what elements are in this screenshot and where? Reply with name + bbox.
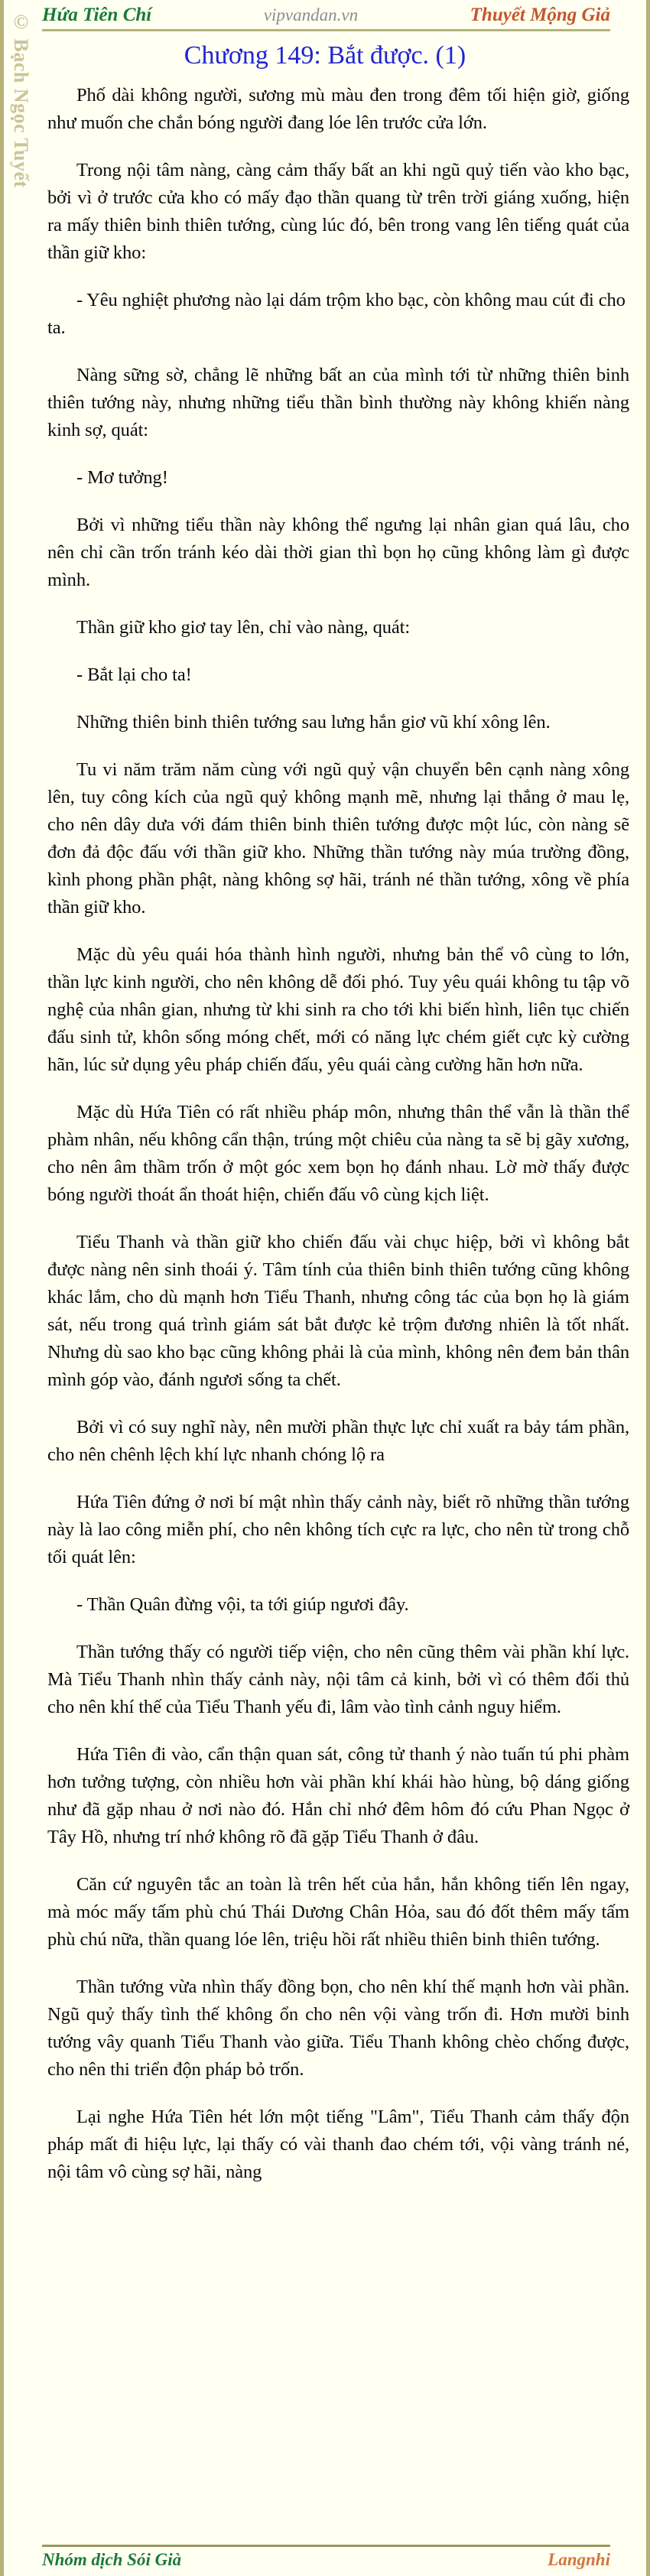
header-author-name: Thuyết Mộng Giả <box>470 5 610 25</box>
paragraph: Thần giữ kho giơ tay lên, chỉ vào nàng, quát: <box>76 617 411 638</box>
footer-translator: Langnhi <box>548 2550 610 2569</box>
paragraph: Bởi vì những tiểu thần này không thể ngưng lại nhân gian quá lâu, cho nên chỉ cần trốn tránh kéo dài thời gian thì bọn họ cũng không làm gì được mình. <box>47 515 629 591</box>
paragraph: Phố dài không người, sương mù màu đen trong đêm tối hiện giờ, giống như muốn che chắn bóng người đang lóe lên trước cửa lớn. <box>47 85 629 134</box>
paragraph: Thần tướng vừa nhìn thấy đồng bọn, cho nên khí thế mạnh hơn vài phần. Ngũ quỷ thấy tình thế không ổn cho nên vội vàng trốn đi. Hơn mười binh tướng vây quanh Tiểu Thanh vào giữa. Tiểu Thanh không chèo chống được, cho nên thi triển độn pháp bỏ trốn. <box>47 1977 629 2081</box>
paragraph: Mặc dù yêu quái hóa thành hình người, nhưng bản thể vô cùng to lớn, thần lực kinh người, cho nên không dễ đối phó. Tuy yêu quái không tu tập võ nghệ của nhân gian, nhưng từ khi sinh ra cho tới khi biến hình, liên tục chiến đấu sinh tử, khôn sống móng chết, mới có năng lực chém giết cực kỳ cường hãn, lúc sử dụng yêu pháp chiến đấu, yêu quái càng cường hãn hơn nữa. <box>47 944 629 1076</box>
paragraph: Căn cứ nguyên tắc an toàn là trên hết của hắn, hắn không tiến lên ngay, mà móc mấy tấm phù chú Thái Dương Chân Hỏa, sau đó đốt thêm mấy tấm phù chú nữa, thần quang lóe lên, triệu hồi rất nhiều thiên binh thiên tướng. <box>47 1874 629 1951</box>
paragraph: Những thiên binh thiên tướng sau lưng hắn giơ vũ khí xông lên. <box>76 712 551 733</box>
header-site-name: vipvandan.vn <box>263 5 359 24</box>
chapter-title: Chương 149: Bắt được. (1) <box>184 41 466 70</box>
page-header <box>42 0 610 31</box>
header-novel-title: Hứa Tiên Chí <box>42 5 152 25</box>
footer-translation-group: Nhóm dịch Sói Già <box>42 2550 182 2569</box>
paragraph: Tu vi năm trăm năm cùng với ngũ quỷ vận chuyển bên cạnh nàng xông lên, tuy công kích của ngũ quỷ không mạnh mẽ, nhưng lại thắng ở mau lẹ, cho nên dây dưa với đám thiên binh thiên tướng được một lúc, còn nàng sẽ đơn đả độc đấu với thần giữ kho. Những thần tướng này múa trường đồng, kình phong phần phật, nàng không sợ hãi, tránh né thần tướng, xông về phía thần giữ kho. <box>47 759 629 918</box>
paragraph: - Mơ tưởng! <box>76 467 168 489</box>
copyright-watermark: © Bạch Ngọc Tuyết <box>10 11 32 188</box>
paragraph: Bởi vì có suy nghĩ này, nên mười phần thực lực chỉ xuất ra bảy tám phần, cho nên chênh lệch khí lực nhanh chóng lộ ra <box>47 1417 629 1466</box>
paragraph: Tiểu Thanh và thần giữ kho chiến đấu vài chục hiệp, bởi vì không bắt được nàng nên sinh thoái ý. Tâm tính của thiên binh thiên tướng cũng không khác lắm, cho dù mạnh hơn Tiểu Thanh, nhưng công tác của bọn họ là giám sát, nếu trong quá trình giám sát bắt được kẻ trộm đương nhiên là tốt nhất. Nhưng dù sao kho bạc cũng không phải là của mình, không nên đem bản thân mình góp vào, đánh ngươi sống ta chết. <box>47 1232 629 1391</box>
paragraph: Thần tướng thấy có người tiếp viện, cho nên cũng thêm vài phần khí lực. Mà Tiểu Thanh nhìn thấy cảnh này, nội tâm cả kinh, bởi vì có thêm đối thủ cho nên khí thế của Tiểu Thanh yếu đi, lâm vào tình cảnh nguy hiểm. <box>47 1642 629 1718</box>
paragraph: Mặc dù Hứa Tiên có rất nhiều pháp môn, nhưng thân thể vẫn là thần thể phàm nhân, nếu không cẩn thận, trúng một chiêu của nàng ta sẽ bị gãy xương, cho nên âm thầm trốn ở một góc xem bọn họ đánh nhau. Lờ mờ thấy được bóng người thoát ẩn thoát hiện, chiến đấu vô cùng kịch liệt. <box>47 1102 629 1206</box>
paragraph: Nàng sững sờ, chẳng lẽ những bất an của mình tới từ những thiên binh thiên tướng này, nhưng những tiểu thần bình thường này không khiến nàng kinh sợ, quát: <box>47 365 629 441</box>
paragraph: - Yêu nghiệt phương nào lại dám trộm kho bạc, còn không mau cút đi cho ta. <box>47 290 626 339</box>
paragraph: - Bắt lại cho ta! <box>76 664 192 686</box>
chapter-body <box>4 82 646 2545</box>
paragraph: Lại nghe Hứa Tiên hét lớn một tiếng "Lâm", Tiểu Thanh cảm thấy độn pháp mất đi hiệu lực, lại thấy có vài thanh đao chém tới, vội vàng tránh né, nội tâm vô cùng sợ hãi, nàng <box>47 2107 629 2183</box>
paragraph: Trong nội tâm nàng, càng cảm thấy bất an khi ngũ quỷ tiến vào kho bạc, bởi vì ở trước cửa kho có mấy đạo thần quang từ trên trời giáng xuống, hiện ra mấy thiên binh thiên tướng, cùng lúc đó, bên trong vang lên tiếng quát của thần giữ kho: <box>47 160 629 264</box>
page-footer <box>42 2545 610 2576</box>
paragraph: Hứa Tiên đi vào, cẩn thận quan sát, công tử thanh ý nào tuấn tú phi phàm hơn tưởng tượng, còn nhiều hơn vài phần khí khái hào hùng, bộ dáng giống như đã gặp nhau ở nơi nào đó. Hắn chỉ nhớ đêm hôm đó cứu Phan Ngọc ở Tây Hồ, nhưng trí nhớ không rõ đã gặp Tiểu Thanh ở đâu. <box>47 1744 629 1848</box>
paragraph: - Thần Quân đừng vội, ta tới giúp ngươi đây. <box>76 1594 409 1616</box>
paragraph: Hứa Tiên đứng ở nơi bí mật nhìn thấy cảnh này, biết rõ những thần tướng này là lao công miễn phí, cho nên không tích cực ra lực, cho nên từ trong chỗ tối quát lên: <box>47 1492 629 1568</box>
